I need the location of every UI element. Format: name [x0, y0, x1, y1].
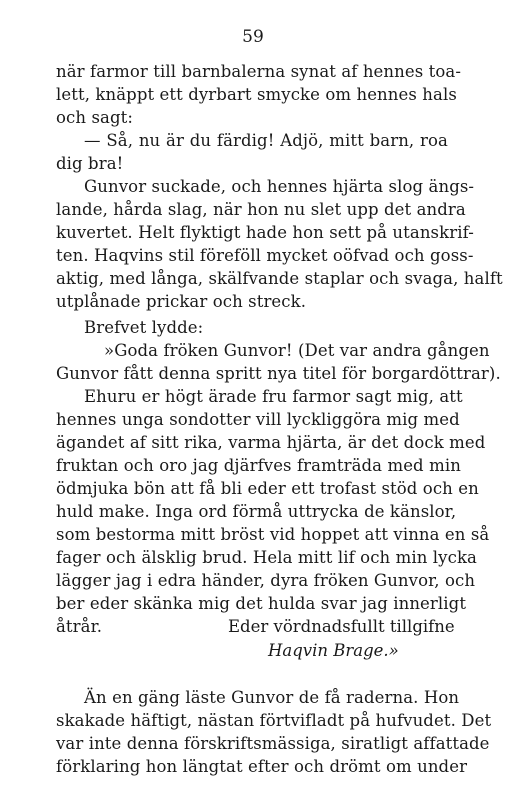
text-line: huld make. Inga ord förmå uttrycka de känslor,	[56, 502, 457, 521]
text-line: och sagt:	[56, 108, 134, 127]
text-line: — Så, nu är du färdig! Adjö, mitt barn, roa	[84, 131, 448, 150]
text-line: förklaring hon längtat efter och drömt om under	[56, 757, 468, 776]
text-line: dig bra!	[56, 154, 124, 173]
text-line: aktig, med långa, skälfvande staplar och svaga, halft	[56, 269, 503, 288]
text-line: »Goda fröken Gunvor! (Det var andra gången	[104, 341, 490, 360]
text-line: lett, knäppt ett dyrbart smycke om hennes hals	[56, 85, 457, 104]
text-line: lägger jag i edra händer, dyra fröken Gunvor, och	[56, 571, 476, 590]
text-line: Än en gäng läste Gunvor de få raderna. Hon	[84, 688, 460, 707]
page-number: 59	[242, 27, 264, 47]
text-line: fruktan och oro jag djärfves framträda med min	[56, 456, 461, 475]
text-line: kuvertet. Helt flyktigt hade hon sett på utanskrif-	[56, 223, 474, 242]
text-line: som bestorma mitt bröst vid hoppet att vinna en så	[56, 525, 490, 544]
text-line: ber eder skänka mig det hulda svar jag innerligt	[56, 594, 467, 613]
text-line: Gunvor suckade, och hennes hjärta slog ängs-	[84, 177, 475, 196]
text-line: utplånade prickar och streck.	[56, 292, 307, 311]
text-line: var inte denna förskriftsmässiga, siratligt affattade	[56, 734, 490, 753]
text-line: Brefvet lydde:	[84, 318, 204, 337]
text-line: åtrår.	[56, 617, 103, 636]
text-line: Ehuru er högt ärade fru farmor sagt mig, att	[84, 387, 463, 406]
text-line: skakade häftigt, nästan förtvifladt på hufvudet. Det	[56, 711, 492, 730]
text-line: Gunvor fått denna spritt nya titel för borgardöttrar).	[56, 364, 501, 383]
closing-salutation: Eder vördnadsfullt tillgifne	[228, 617, 455, 636]
signature-name: Haqvin Brage.»	[268, 641, 399, 660]
text-line: lande, hårda slag, när hon nu slet upp det andra	[56, 200, 466, 219]
text-line: när farmor till barnbalerna synat af hennes toa-	[56, 62, 462, 81]
text-line: ödmjuka bön att få bli eder ett trofast stöd och en	[56, 479, 479, 498]
text-line: fager och älsklig brud. Hela mitt lif och min lycka	[56, 548, 477, 567]
text-line: ten. Haqvins stil föreföll mycket oöfvad och goss-	[56, 246, 474, 265]
text-line: hennes unga sondotter vill lyckliggöra mig med	[56, 410, 460, 429]
text-line: ägandet af sitt rika, varma hjärta, är det dock med	[56, 433, 486, 452]
